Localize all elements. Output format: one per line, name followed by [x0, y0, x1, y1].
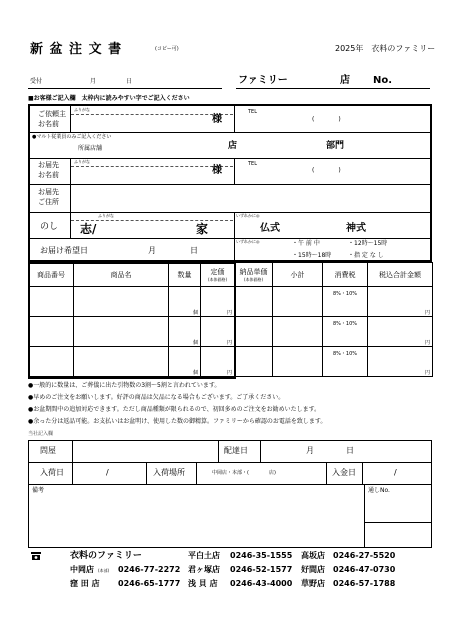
- reception-month: 月: [90, 78, 97, 85]
- divider: [28, 462, 432, 463]
- cell-total[interactable]: [368, 347, 433, 377]
- noshi-choose-note: いずれかに◎: [236, 213, 260, 218]
- cell-name[interactable]: [74, 347, 169, 377]
- store-name: 草野店: [301, 579, 325, 588]
- col-price-sub: (本体価格): [207, 276, 228, 282]
- store-tel: 0246-77-2272: [118, 565, 181, 574]
- items-table: [28, 262, 433, 377]
- store-name: 好間店: [301, 565, 325, 574]
- recipient-furigana: ふりがな: [74, 159, 90, 164]
- divider: [364, 484, 365, 548]
- col-qty: 数量: [169, 263, 201, 287]
- office-month: 月: [306, 446, 314, 455]
- delivery-slot-none[interactable]: ・指 定 な し: [348, 252, 384, 259]
- col-price-label: 定価: [210, 267, 225, 276]
- divider: [260, 440, 261, 462]
- office-arrival-date: 入荷日: [40, 468, 64, 477]
- delivery-month: 月: [148, 246, 156, 255]
- note-4: ●余った分は返品可能。お支払いはお盆明け、使用した数の御精算。ファミリーから確認のお電話を致します。: [28, 418, 327, 425]
- recipient-tel-field[interactable]: ( ): [312, 167, 341, 174]
- store-underline: [236, 88, 430, 89]
- cell-qty[interactable]: [169, 287, 201, 317]
- unit-ko: 個: [192, 340, 198, 346]
- store-sub: (本部): [98, 568, 110, 573]
- cell-unit[interactable]: [235, 347, 273, 377]
- store-name: 高坂店: [301, 551, 325, 560]
- office-tracking-no: 通しNo.: [368, 487, 390, 494]
- reception-label: 受付: [30, 78, 43, 85]
- office-store-options[interactable]: 中岡店・本部・( 店): [212, 470, 276, 476]
- office-slash: /: [106, 468, 109, 477]
- tax-rates: 8%・10%: [332, 291, 358, 297]
- divider: [70, 158, 71, 184]
- office-inquiry: 問屋: [40, 446, 56, 455]
- table-row: [29, 317, 433, 347]
- divider: [234, 158, 235, 184]
- store-tel: 0246-43-4000: [230, 579, 293, 588]
- cell-name[interactable]: [74, 317, 169, 347]
- col-name: 商品名: [74, 263, 169, 287]
- cell-tax[interactable]: [323, 287, 368, 317]
- delivery-choose-note: いずれかに◎: [236, 239, 260, 244]
- footer-company: 衣料のファミリー: [70, 551, 142, 561]
- noshi-buddhist[interactable]: 仏式: [260, 223, 280, 234]
- divider: [30, 158, 430, 159]
- store-name: 浅 貝 店: [188, 579, 218, 588]
- office-remarks: 備考: [32, 487, 45, 494]
- noshi-shinto[interactable]: 神式: [346, 223, 366, 234]
- requester-honorific: 様: [212, 114, 222, 125]
- divider: [30, 238, 430, 239]
- col-unit: [235, 263, 273, 287]
- recipient-label-2: お名前: [38, 171, 59, 179]
- divider: [362, 462, 363, 484]
- cell-subtotal[interactable]: [273, 287, 323, 317]
- col-tax: 消費税: [323, 263, 368, 287]
- delivery-slot-15-18[interactable]: ・15時～18時: [292, 252, 332, 259]
- store-tel: 0246-57-1788: [333, 579, 396, 588]
- office-section-label: 当社記入欄: [28, 431, 54, 437]
- office-delivery-date: 配達日: [224, 446, 248, 455]
- note-3: ●お盆期間中の追加対応できます。ただし商品種類が限られるので、初回多めのご注文をお勧めいたします。: [28, 406, 321, 413]
- divider: [326, 462, 327, 484]
- furigana-line: [71, 220, 233, 221]
- store-tel: 0246-27-5520: [333, 551, 396, 560]
- divider: [70, 212, 71, 238]
- table-row: [29, 287, 433, 317]
- store-name: 平白土店: [188, 551, 220, 560]
- col-total: 税込合計金額: [368, 263, 433, 287]
- col-subtotal: 小計: [273, 263, 323, 287]
- divider: [218, 440, 219, 462]
- divider: [72, 462, 73, 484]
- cell-qty[interactable]: [169, 317, 201, 347]
- divider: [30, 212, 430, 213]
- cell-price[interactable]: [201, 347, 235, 377]
- store-tel: 0246-52-1577: [230, 565, 293, 574]
- number-label: No.: [373, 75, 393, 86]
- year-store: 2025年 衣料のファミリー: [335, 44, 436, 53]
- table-header: [29, 263, 433, 287]
- store-name: 中岡店: [70, 565, 94, 574]
- reception-day: 日: [126, 78, 133, 85]
- requester-tel-label: TEL: [248, 109, 257, 115]
- divider: [146, 462, 147, 484]
- cell-unit[interactable]: [235, 287, 273, 317]
- staff-store-label: 所属店舗: [78, 145, 103, 152]
- store-name: 窪 田 店: [70, 579, 100, 588]
- divider: [30, 132, 430, 133]
- furigana-line: [71, 114, 233, 115]
- table-row: [29, 347, 433, 377]
- office-day: 日: [346, 446, 354, 455]
- divider: [70, 184, 71, 212]
- noshi-kokorozashi: 志/: [80, 222, 97, 236]
- cell-total[interactable]: [368, 317, 433, 347]
- unit-yen: 円: [226, 340, 232, 346]
- requester-furigana: ふりがな: [74, 107, 90, 112]
- cell-code[interactable]: [29, 317, 74, 347]
- divider: [196, 462, 197, 484]
- phone-icon: [30, 551, 42, 561]
- cell-code[interactable]: [29, 347, 74, 377]
- cell-code[interactable]: [29, 287, 74, 317]
- office-section: [28, 440, 432, 548]
- store-tel: 0246-35-1555: [230, 551, 293, 560]
- divider: [234, 106, 235, 132]
- divider: [72, 440, 73, 462]
- divider: [234, 212, 235, 238]
- cell-price[interactable]: [201, 317, 235, 347]
- customer-notice: ■お客様ご記入欄 太枠内に読みやすい字でご記入ください: [28, 95, 190, 102]
- office-payment-date: 入金日: [332, 468, 356, 477]
- staff-dept-label: 部門: [326, 141, 345, 151]
- noshi-ie: 家: [196, 222, 209, 236]
- unit-yen: 円: [424, 370, 430, 376]
- cell-total[interactable]: [368, 287, 433, 317]
- requester-tel-field[interactable]: ( ): [312, 116, 341, 123]
- cell-tax[interactable]: [323, 317, 368, 347]
- tax-rates: 8%・10%: [332, 321, 358, 327]
- copy-note: (コピー可): [155, 46, 179, 52]
- noshi-label: のし: [40, 222, 59, 232]
- requester-label-2: お名前: [38, 120, 59, 128]
- tax-rates: 8%・10%: [332, 351, 358, 357]
- store-name: 君ヶ塚店: [188, 565, 220, 574]
- address-label-2: ご住所: [38, 198, 59, 206]
- unit-yen: 円: [424, 310, 430, 316]
- unit-yen: 円: [226, 310, 232, 316]
- reception-underline: [28, 88, 222, 89]
- recipient-tel-label: TEL: [248, 161, 257, 167]
- col-price: [201, 263, 235, 287]
- store-tel: 0246-65-1777: [118, 579, 181, 588]
- cell-price[interactable]: [201, 287, 235, 317]
- divider: [70, 106, 71, 132]
- office-arrival-place: 入荷場所: [153, 468, 185, 477]
- store-name: ファミリー: [238, 75, 288, 86]
- staff-store-suffix: 店: [228, 141, 238, 151]
- note-2: ●早めのご注文をお願いします。好評の商品は欠品になる場合もございます。ご了承ください。: [28, 394, 285, 401]
- address-label: お届先: [38, 188, 59, 196]
- cell-subtotal[interactable]: [273, 317, 323, 347]
- divider: [234, 238, 235, 262]
- recipient-honorific: 様: [212, 165, 222, 176]
- divider: [30, 184, 430, 185]
- staff-notice: ●マルト従業員のみご記入ください: [32, 134, 112, 140]
- divider: [28, 484, 432, 485]
- divider: [364, 522, 432, 523]
- delivery-slot-morning[interactable]: ・午 前 中: [292, 240, 320, 247]
- cell-name[interactable]: [74, 287, 169, 317]
- unit-ko: 個: [192, 310, 198, 316]
- delivery-day: 日: [190, 246, 198, 255]
- noshi-furigana: ふりがな: [98, 213, 114, 218]
- col-unit-label: 納品単価: [239, 267, 268, 276]
- furigana-line: [71, 166, 233, 167]
- unit-yen: 円: [226, 370, 232, 376]
- store-suffix: 店: [340, 75, 350, 86]
- delivery-slot-12-15[interactable]: ・12時～15時: [348, 240, 388, 247]
- col-unit-sub: (本体価格): [243, 276, 264, 282]
- office-slash-2: /: [394, 468, 397, 477]
- note-1: ●一般的に数量は、ご葬儀に出た引物数の3割～5割と言われています。: [28, 382, 221, 389]
- unit-yen: 円: [424, 340, 430, 346]
- recipient-label: お届先: [38, 161, 59, 169]
- col-code: 商品番号: [29, 263, 74, 287]
- unit-ko: 個: [192, 370, 198, 376]
- cell-tax[interactable]: [323, 347, 368, 377]
- store-tel: 0246-47-0730: [333, 565, 396, 574]
- requester-label: ご依頼主: [38, 110, 66, 118]
- cell-subtotal[interactable]: [273, 347, 323, 377]
- cell-qty[interactable]: [169, 347, 201, 377]
- cell-unit[interactable]: [235, 317, 273, 347]
- delivery-label: お届け希望日: [40, 246, 88, 255]
- form-title: 新 盆 注 文 書: [30, 42, 123, 57]
